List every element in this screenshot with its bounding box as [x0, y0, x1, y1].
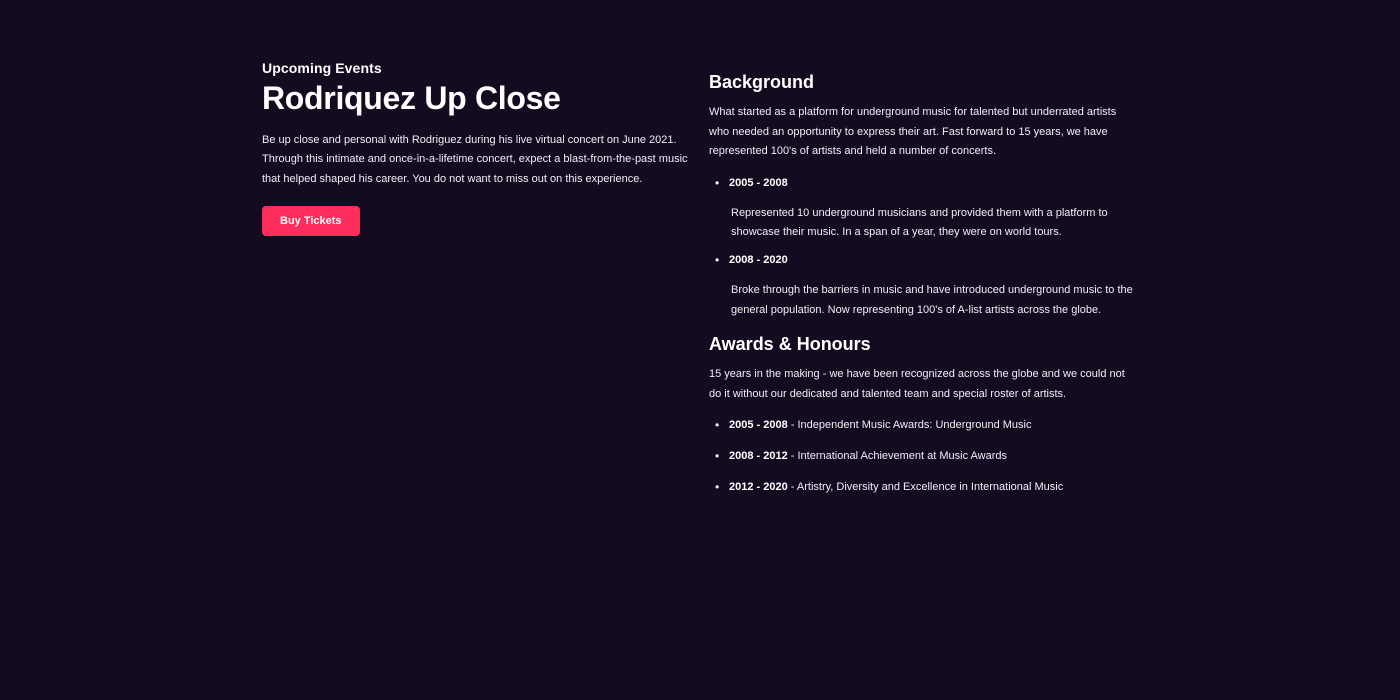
- bullet-icon: •: [715, 480, 720, 495]
- timeline-description: Broke through the barriers in music and have introduced underground music to the general population. Now representing 100's of A-list artists across the globe.: [731, 283, 1133, 316]
- award-item: [709, 447, 1139, 465]
- timeline-period: 2008 - 2020: [729, 253, 788, 266]
- award-text: - Independent Music Awards: Underground Music: [787, 419, 1032, 432]
- buy-tickets-button[interactable]: Buy Tickets: [262, 206, 360, 236]
- award-period: 2008 - 2012: [729, 450, 788, 463]
- awards-title: Awards & Honours: [709, 334, 871, 355]
- bullet-icon: •: [715, 252, 720, 267]
- award-item: [709, 478, 1139, 496]
- timeline-item: [709, 174, 1139, 243]
- timeline-item: [709, 251, 1139, 320]
- award-text: - International Achievement at Music Awards: [787, 450, 1008, 463]
- background-body: What started as a platform for underground music for talented but underrated artists who needed an opportunity to express their art. Fast forward to 15 years, we have represented 100's of artists and held a number of concerts.: [709, 106, 1117, 158]
- award-item: [709, 416, 1139, 434]
- background-section: [709, 72, 1139, 320]
- timeline-period: 2005 - 2008: [729, 176, 788, 189]
- background-timeline: [709, 174, 1139, 320]
- event-title: Rodriquez Up Close: [262, 80, 561, 116]
- awards-body: 15 years in the making - we have been recognized across the globe and we could not do it without our dedicated and talented team and special roster of artists.: [709, 368, 1125, 400]
- about-section: [709, 72, 1139, 509]
- award-text: - Artistry, Diversity and Excellence in International Music: [787, 481, 1064, 494]
- bullet-icon: •: [715, 175, 720, 190]
- award-period: 2005 - 2008: [729, 419, 788, 432]
- award-period: 2012 - 2020: [729, 481, 788, 494]
- section-eyebrow: Upcoming Events: [262, 60, 382, 76]
- bullet-icon: •: [715, 449, 720, 464]
- event-section: [262, 60, 692, 236]
- background-title: Background: [709, 72, 815, 92]
- timeline-description: Represented 10 underground musicians and provided them with a platform to showcase their music. In a span of a year, they were on world tours.: [731, 206, 1108, 239]
- awards-section: [709, 334, 1139, 496]
- awards-list: [709, 416, 1139, 496]
- event-description: Be up close and personal with Rodriguez during his live virtual concert on June 2021. Through this intimate and once-in-a-lifetime concert, expect a blast-from-the-past music that helped shaped his career. You do not want to miss out on this experience.: [262, 133, 688, 185]
- bullet-icon: •: [715, 418, 720, 433]
